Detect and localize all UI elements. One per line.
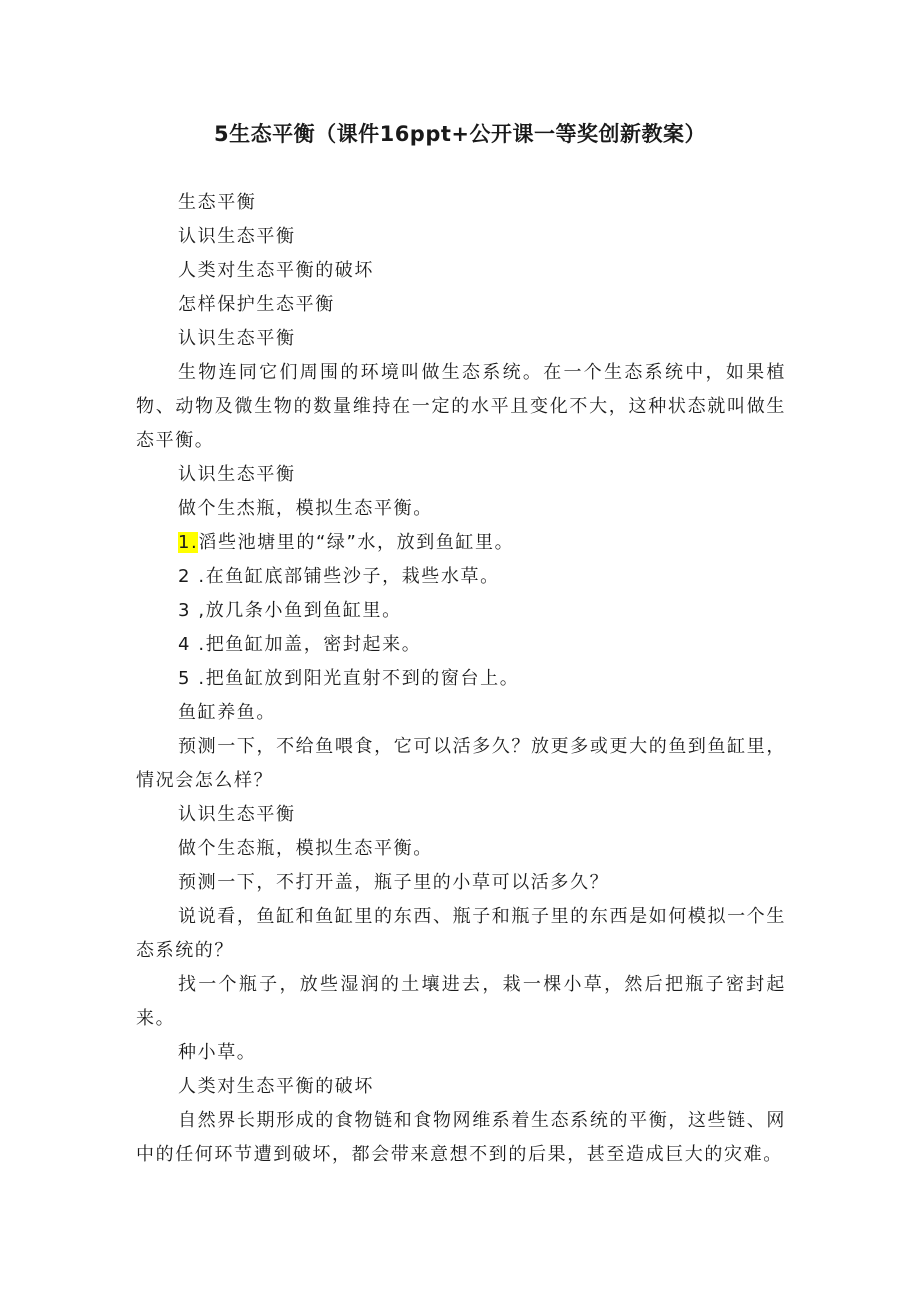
- paragraph: 5 .把鱼缸放到阳光直射不到的窗台上。: [178, 668, 520, 689]
- paragraph: 说说看，鱼缸和鱼缸里的东西、瓶子和瓶子里的东西是如何模拟一个生态系统的？: [136, 906, 786, 961]
- paragraph: 4 .把鱼缸加盖，密封起来。: [178, 634, 422, 655]
- paragraph: 自然界长期形成的食物链和食物网维系着生态系统的平衡，这些链、网中的任何环节遭到破坏，都会带来意想不到的后果，甚至造成巨大的灾难。: [136, 1110, 786, 1165]
- paragraph: 鱼缸养鱼。: [178, 702, 276, 723]
- paragraph: 做个生杰瓶，模拟生态平衡。: [178, 498, 433, 519]
- paragraph: 预测一下，不给鱼喂食，它可以活多久？放更多或更大的鱼到鱼缸里，情况会怎么样？: [136, 736, 786, 791]
- paragraph: 人类对生态平衡的破坏: [178, 260, 374, 281]
- highlighted-number: 1.: [178, 532, 199, 553]
- paragraph: 生物连同它们周围的环境叫做生态系统。在一个生态系统中，如果植物、动物及微生物的数量维持在一定的水平且变化不大，这种状态就叫做生态平衡。: [136, 362, 786, 451]
- paragraph: 认识生态平衡: [178, 226, 296, 247]
- paragraph-highlighted: [136, 526, 786, 560]
- document-title: 5生态平衡（课件16ppt+公开课一等奖创新教案）: [213, 122, 707, 146]
- document-body: [136, 186, 786, 1172]
- paragraph: 生态平衡: [178, 192, 257, 213]
- paragraph: 认识生态平衡: [178, 804, 296, 825]
- paragraph: 认识生态平衡: [178, 328, 296, 349]
- paragraph: 认识生态平衡: [178, 464, 296, 485]
- paragraph: 做个生态瓶，模拟生态平衡。: [178, 838, 433, 859]
- paragraph: 种小草。: [178, 1042, 257, 1063]
- paragraph: 怎样保护生态平衡: [178, 294, 335, 315]
- paragraph: 人类对生态平衡的破坏: [178, 1076, 374, 1097]
- paragraph-text: 滔些池塘里的“绿”水，放到鱼缸里。: [198, 532, 515, 553]
- paragraph: 预测一下，不打开盖，瓶子里的小草可以活多久？: [178, 872, 610, 893]
- paragraph: 3 ,放几条小鱼到鱼缸里。: [178, 600, 402, 621]
- paragraph: 找一个瓶子，放些湿润的土壤进去，栽一棵小草，然后把瓶子密封起来。: [136, 974, 786, 1029]
- paragraph: 2 .在鱼缸底部铺些沙子，栽些水草。: [178, 566, 500, 587]
